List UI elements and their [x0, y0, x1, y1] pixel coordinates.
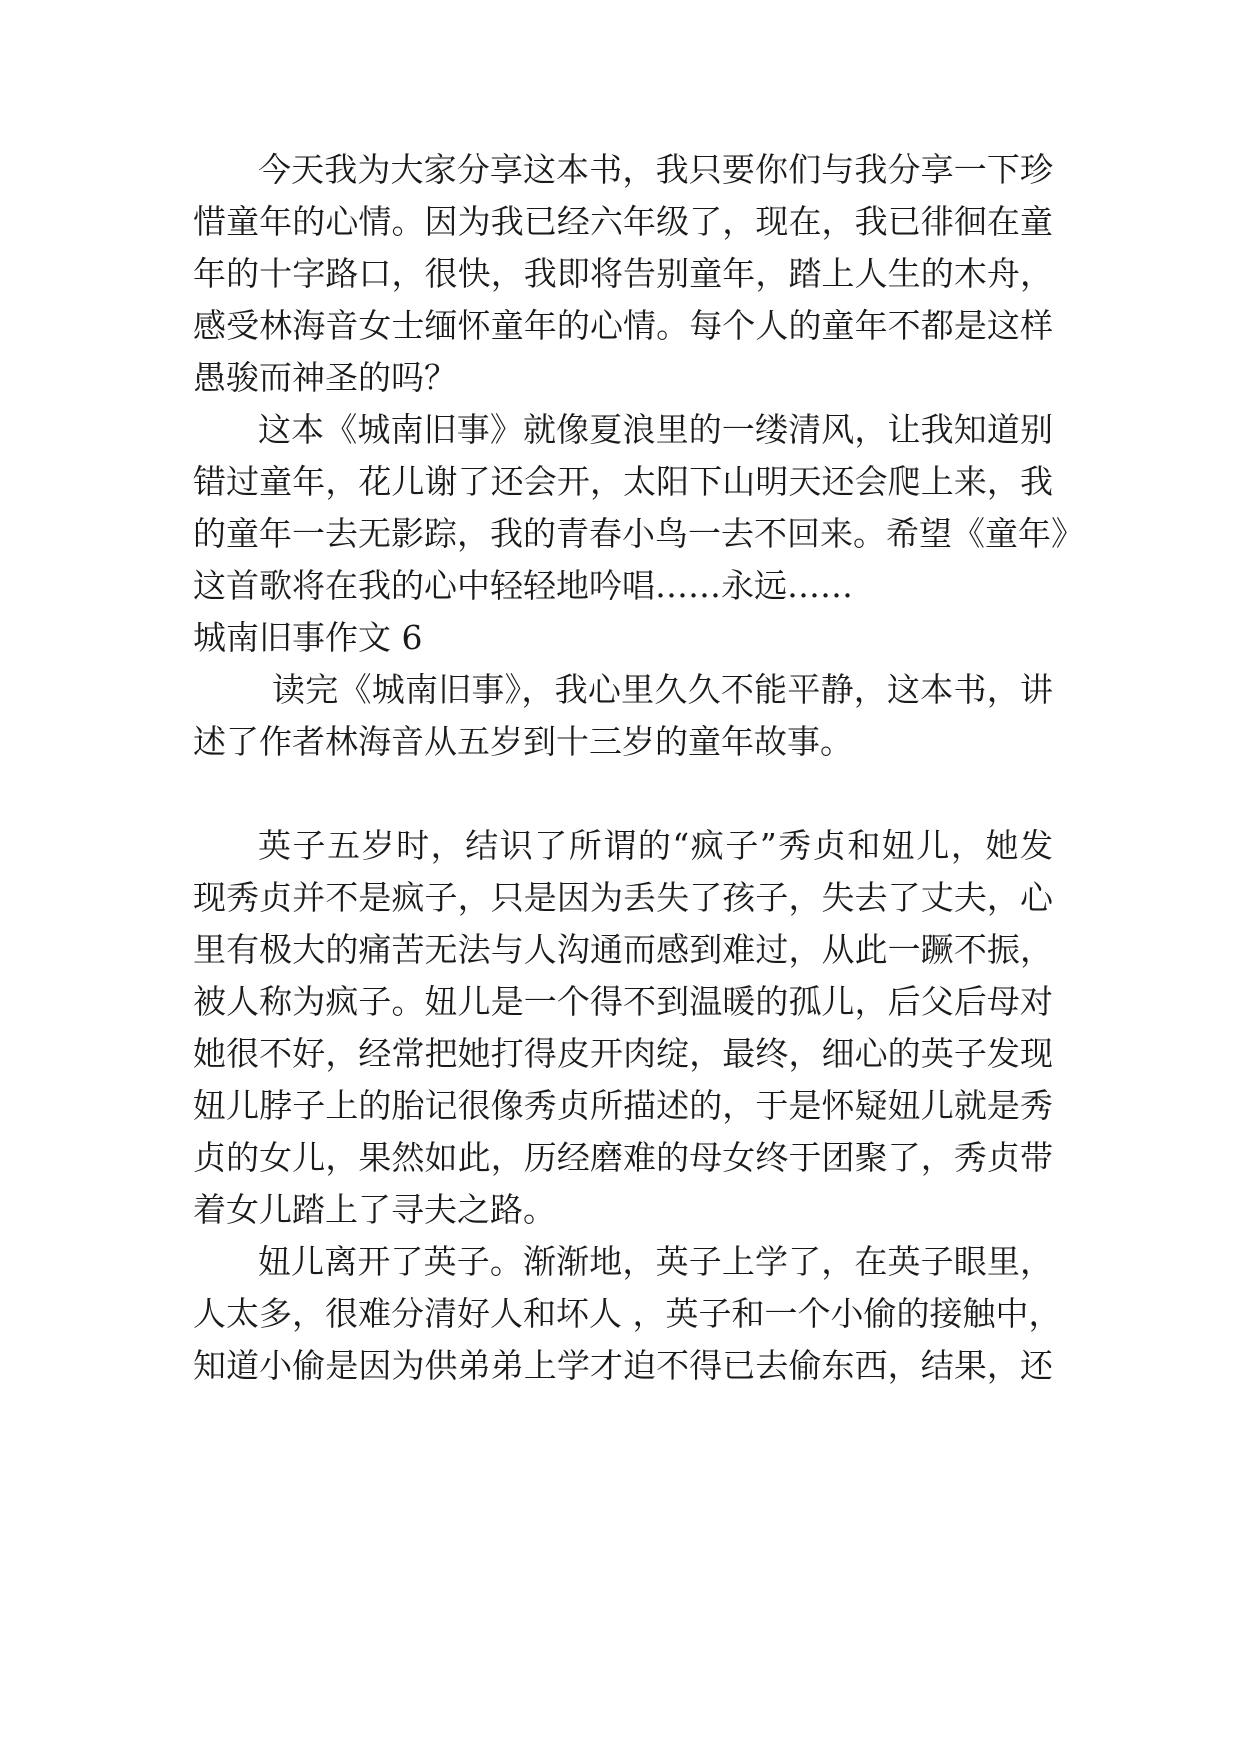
paragraph-1-line: 感受林海音女士缅怀童年的心情。每个人的童年不都是这样	[193, 306, 1053, 345]
paragraph-4-line: 被人称为疯子。妞儿是一个得不到温暖的孤儿，后父后母对	[193, 982, 1053, 1021]
paragraph-2-line: 这本《城南旧事》就像夏浪里的一缕清风，让我知道别	[258, 410, 1053, 449]
paragraph-1-line: 愚骏而神圣的吗？	[193, 358, 457, 397]
paragraph-1-line: 今天我为大家分享这本书，我只要你们与我分享一下珍	[258, 150, 1053, 189]
paragraph-2-line: 错过童年，花儿谢了还会开，太阳下山明天还会爬上来，我	[193, 462, 1053, 501]
paragraph-5-line: 妞儿离开了英子。渐渐地，英子上学了，在英子眼里，	[258, 1242, 1053, 1281]
paragraph-5-line: 知道小偷是因为供弟弟上学才迫不得已去偷东西，结果，还	[193, 1346, 1053, 1385]
paragraph-4-line: 妞儿脖子上的胎记很像秀贞所描述的，于是怀疑妞儿就是秀	[193, 1086, 1053, 1125]
paragraph-4-line: 着女儿踏上了寻夫之路。	[193, 1190, 556, 1229]
paragraph-4-line: 英子五岁时，结识了所谓的“疯子”秀贞和妞儿，她发	[258, 826, 1053, 865]
paragraph-5-line: 人太多，很难分清好人和坏人 ，英子和一个小偷的接触中，	[193, 1294, 1062, 1333]
section-heading: 城南旧事作文 6	[193, 618, 423, 657]
paragraph-4-line: 她很不好，经常把她打得皮开肉绽，最终，细心的英子发现	[193, 1034, 1053, 1073]
paragraph-4-line: 里有极大的痛苦无法与人沟通而感到难过，从此一蹶不振，	[193, 930, 1053, 969]
paragraph-2-line: 的童年一去无影踪，我的青春小鸟一去不回来。希望《童年》	[193, 514, 1084, 553]
paragraph-2-line: 这首歌将在我的心中轻轻地吟唱……永远……	[193, 566, 853, 605]
paragraph-1-line: 惜童年的心情。因为我已经六年级了，现在，我已徘徊在童	[193, 202, 1053, 241]
paragraph-1-line: 年的十字路口，很快，我即将告别童年，踏上人生的木舟，	[193, 254, 1053, 293]
paragraph-4-line: 现秀贞并不是疯子，只是因为丢失了孩子，失去了丈夫，心	[193, 878, 1053, 917]
paragraph-3-line: 读完《城南旧事》，我心里久久不能平静，这本书，讲	[272, 670, 1053, 709]
paragraph-4-line: 贞的女儿，果然如此，历经磨难的母女终于团聚了，秀贞带	[193, 1138, 1053, 1177]
paragraph-3-line: 述了作者林海音从五岁到十三岁的童年故事。	[193, 722, 853, 761]
